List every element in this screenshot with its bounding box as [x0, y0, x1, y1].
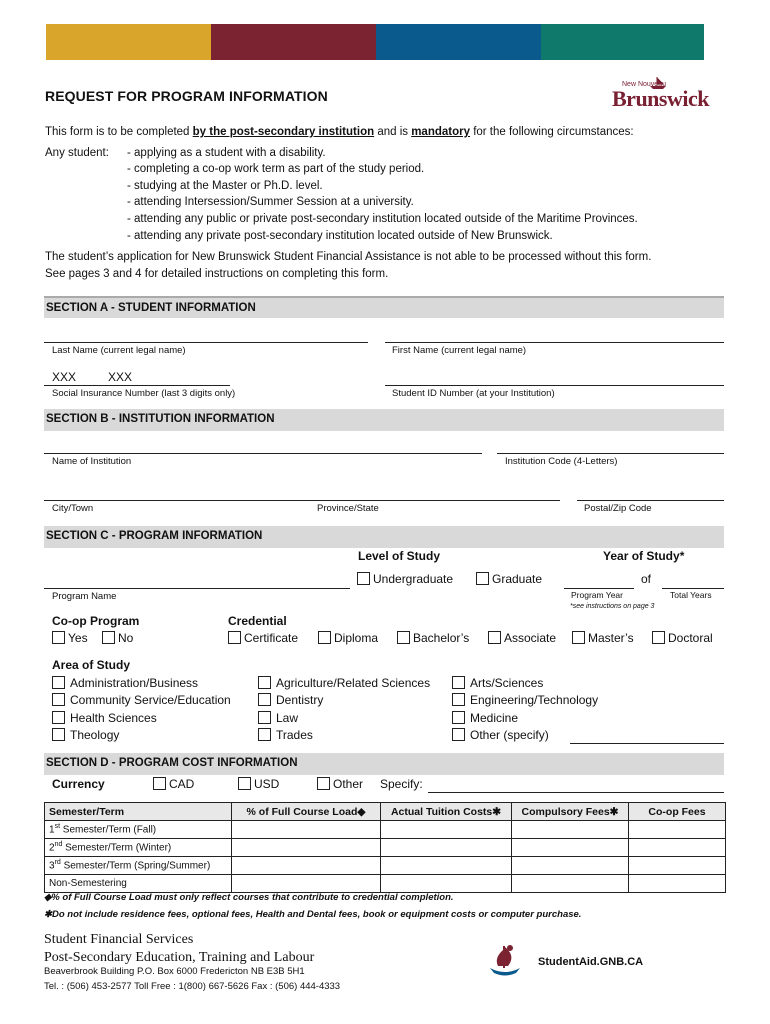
area-agriculture-checkbox[interactable] [258, 676, 271, 689]
institution-code-label: Institution Code (4-Letters) [505, 456, 618, 467]
table-row [45, 839, 726, 857]
institution-name-label: Name of Institution [52, 456, 132, 467]
row-label [45, 875, 232, 893]
sin-field[interactable] [44, 385, 230, 386]
area-arts-label: Arts/Sciences [470, 676, 544, 690]
credential-label: Credential [228, 614, 287, 628]
logo-small-text: New Nouveau [622, 81, 666, 88]
associate-label: Associate [504, 631, 557, 645]
course-load-cell[interactable] [232, 875, 381, 893]
graduate-label: Graduate [492, 572, 543, 586]
any-student-label: Any student: [45, 147, 109, 159]
masters-label: Master’s [588, 631, 634, 645]
area-medicine-checkbox[interactable] [452, 711, 465, 724]
area-other-checkbox[interactable] [452, 728, 465, 741]
program-year-field[interactable] [564, 588, 634, 589]
row-label-sup: rd [54, 859, 61, 867]
bullet-3: - studying at the Master or Ph.D. level. [127, 180, 323, 192]
row-label [45, 857, 232, 875]
year-of-study-label: Year of Study* [603, 549, 685, 563]
area-health-label: Health Sciences [70, 711, 157, 725]
program-name-field[interactable] [44, 588, 350, 589]
student-id-label: Student ID Number (at your Institution) [392, 388, 555, 399]
tuition-cell[interactable] [381, 821, 512, 839]
area-law-checkbox[interactable] [258, 711, 271, 724]
row-label-sup: st [54, 823, 61, 831]
table-row [45, 875, 726, 893]
intro-paragraph [45, 126, 634, 138]
intro-text-2: by the post-secondary institution [192, 126, 375, 138]
area-theology-label: Theology [70, 728, 120, 742]
program-name-label: Program Name [52, 591, 117, 602]
coop-fees-cell[interactable] [629, 839, 726, 857]
other-currency-checkbox[interactable] [317, 777, 330, 790]
coop-yes-checkbox[interactable] [52, 631, 65, 644]
section-d-heading: SECTION D - PROGRAM COST INFORMATION [44, 753, 724, 775]
sin-label: Social Insurance Number (last 3 digits only) [52, 388, 236, 399]
bullet-1: - applying as a student with a disability. [127, 147, 326, 159]
col-course-load: % of Full Course Load◆ [232, 803, 381, 821]
row-label-text: Semester/Term (Fall) [60, 824, 157, 836]
coop-no-label: No [118, 631, 134, 645]
tuition-cell[interactable] [381, 839, 512, 857]
area-health-checkbox[interactable] [52, 711, 65, 724]
area-community-checkbox[interactable] [52, 693, 65, 706]
row-label-sup: nd [54, 841, 63, 849]
undergraduate-checkbox[interactable] [357, 572, 370, 585]
table-header-row [45, 803, 726, 821]
bullet-2: - completing a co-op work term as part of the study period. [127, 163, 425, 175]
table-row [45, 821, 726, 839]
program-cost-table [44, 802, 726, 893]
bullet-6: - attending any private post-secondary institution located outside of New Brunswick. [127, 230, 553, 242]
header-bar-blue [376, 24, 541, 60]
city-label: City/Town [52, 503, 94, 514]
col-semester: Semester/Term [45, 803, 232, 821]
program-year-label: Program Year [571, 590, 623, 600]
row-label-text: Semester/Term (Spring/Summer) [60, 860, 211, 872]
studentaid-website[interactable]: StudentAid.GNB.CA [538, 956, 644, 968]
cad-label: CAD [169, 777, 195, 791]
of-label: of [641, 572, 652, 586]
area-community-label: Community Service/Education [70, 693, 231, 707]
bullet-5: - attending any public or private post-secondary institution located outside of the Maritime Provinces. [127, 213, 638, 225]
area-medicine-label: Medicine [470, 711, 519, 725]
area-theology-checkbox[interactable] [52, 728, 65, 741]
undergraduate-label: Undergraduate [373, 572, 454, 586]
postal-label: Postal/Zip Code [584, 503, 652, 514]
studentaid-logo-icon [486, 942, 524, 978]
course-load-cell[interactable] [232, 857, 381, 875]
cad-checkbox[interactable] [153, 777, 166, 790]
intro-text-3: and is [374, 126, 412, 138]
header-bar-gold [46, 24, 211, 60]
course-load-cell[interactable] [232, 821, 381, 839]
postal-field[interactable] [577, 500, 724, 501]
bachelors-label: Bachelor’s [413, 631, 470, 645]
section-b-heading: SECTION B - INSTITUTION INFORMATION [44, 409, 724, 431]
province-label: Province/State [317, 503, 379, 514]
section-c-heading: SECTION C - PROGRAM INFORMATION [44, 526, 724, 548]
institution-name-field[interactable] [44, 453, 482, 454]
compulsory-fees-cell[interactable] [512, 839, 629, 857]
area-of-study-label: Area of Study [52, 658, 131, 672]
area-engineering-checkbox[interactable] [452, 693, 465, 706]
coop-fees-cell[interactable] [629, 857, 726, 875]
sin-prefix-2: XXX [108, 370, 133, 384]
specify-label: Specify: [380, 777, 423, 791]
row-label [45, 839, 232, 857]
section-a-heading: SECTION A - STUDENT INFORMATION [44, 296, 724, 318]
form-title: REQUEST FOR PROGRAM INFORMATION [45, 88, 328, 104]
currency-specify-field[interactable] [428, 792, 724, 793]
footer-address: Beaverbrook Building P.O. Box 6000 Fredericton NB E3B 5H1 [44, 966, 305, 977]
col-tuition: Actual Tuition Costs✱ [381, 803, 512, 821]
last-name-field[interactable] [44, 342, 368, 343]
coop-fees-cell[interactable] [629, 875, 726, 893]
diploma-checkbox[interactable] [318, 631, 331, 644]
graduate-checkbox[interactable] [476, 572, 489, 585]
intro-p3: See pages 3 and 4 for detailed instructions on completing this form. [45, 268, 389, 280]
intro-p2: The student’s application for New Brunswick Student Financial Assistance is not able to be processed without this form. [45, 251, 652, 263]
student-id-field[interactable] [385, 385, 724, 386]
area-admin-checkbox[interactable] [52, 676, 65, 689]
col-coop-fees: Co-op Fees [629, 803, 726, 821]
area-trades-label: Trades [276, 728, 313, 742]
diploma-label: Diploma [334, 631, 379, 645]
header-bar-teal [541, 24, 704, 60]
coop-fees-cell[interactable] [629, 821, 726, 839]
area-other-label: Other (specify) [470, 728, 549, 742]
tuition-cell[interactable] [381, 875, 512, 893]
area-agriculture-label: Agriculture/Related Sciences [276, 676, 431, 690]
intro-text-1: This form is to be completed [45, 126, 193, 138]
total-years-field[interactable] [662, 588, 724, 589]
city-field[interactable] [44, 500, 560, 501]
total-years-label: Total Years [670, 590, 712, 600]
compulsory-fees-cell[interactable] [512, 821, 629, 839]
area-dentistry-checkbox[interactable] [258, 693, 271, 706]
coop-no-checkbox[interactable] [102, 631, 115, 644]
masters-checkbox[interactable] [572, 631, 585, 644]
coop-yes-label: Yes [68, 631, 88, 645]
associate-checkbox[interactable] [488, 631, 501, 644]
row-label-text: 3 [49, 860, 55, 872]
area-law-label: Law [276, 711, 299, 725]
bullet-4: - attending Intersession/Summer Session at a university. [127, 196, 414, 208]
see-instructions-note: *see instructions on page 3 [570, 603, 655, 610]
footer-ministry: Post-Secondary Education, Training and Labour [44, 950, 315, 965]
row-label-text: 1 [49, 824, 55, 836]
table-row [45, 857, 726, 875]
area-admin-label: Administration/Business [70, 676, 199, 690]
sin-prefix-1: XXX [52, 370, 77, 384]
last-name-label: Last Name (current legal name) [52, 345, 186, 356]
row-label [45, 821, 232, 839]
institution-code-field[interactable] [497, 453, 724, 454]
intro-text-5: for the following circumstances: [470, 126, 634, 138]
footer-phone: Tel. : (506) 453-2577 Toll Free : 1(800) 667-5626 Fax : (506) 444-4333 [44, 981, 341, 992]
row-label-text: Semester/Term (Winter) [62, 842, 172, 854]
bachelors-checkbox[interactable] [397, 631, 410, 644]
other-currency-label: Other [333, 777, 364, 791]
area-other-specify-field[interactable] [570, 743, 724, 744]
area-trades-checkbox[interactable] [258, 728, 271, 741]
coop-program-label: Co-op Program [52, 614, 140, 628]
first-name-label: First Name (current legal name) [392, 345, 527, 356]
nb-logo [612, 76, 707, 112]
intro-text-4: mandatory [411, 126, 470, 138]
area-engineering-label: Engineering/Technology [470, 693, 599, 707]
row-label-text: Non-Semestering [49, 878, 127, 889]
doctoral-checkbox[interactable] [652, 631, 665, 644]
fees-note: ✱Do not include residence fees, optional fees, Health and Dental fees, book or equipment costs or computer purchase. [44, 909, 582, 920]
certificate-label: Certificate [244, 631, 299, 645]
course-load-note: ◆% of Full Course Load must only reflect courses that contribute to credential completion. [44, 892, 454, 903]
compulsory-fees-cell[interactable] [512, 857, 629, 875]
certificate-checkbox[interactable] [228, 631, 241, 644]
usd-label: USD [254, 777, 280, 791]
header-bar-maroon [211, 24, 376, 60]
logo-brunswick: Brunswick [612, 86, 709, 111]
ship-icon [486, 942, 524, 978]
footer-dept: Student Financial Services [44, 932, 194, 947]
area-arts-checkbox[interactable] [452, 676, 465, 689]
course-load-cell[interactable] [232, 839, 381, 857]
currency-label: Currency [52, 777, 105, 791]
first-name-field[interactable] [385, 342, 724, 343]
col-compulsory-fees: Compulsory Fees✱ [512, 803, 629, 821]
area-dentistry-label: Dentistry [276, 693, 324, 707]
row-label-text: 2 [49, 842, 55, 854]
doctoral-label: Doctoral [668, 631, 713, 645]
compulsory-fees-cell[interactable] [512, 875, 629, 893]
tuition-cell[interactable] [381, 857, 512, 875]
usd-checkbox[interactable] [238, 777, 251, 790]
level-of-study-label: Level of Study [358, 549, 441, 563]
